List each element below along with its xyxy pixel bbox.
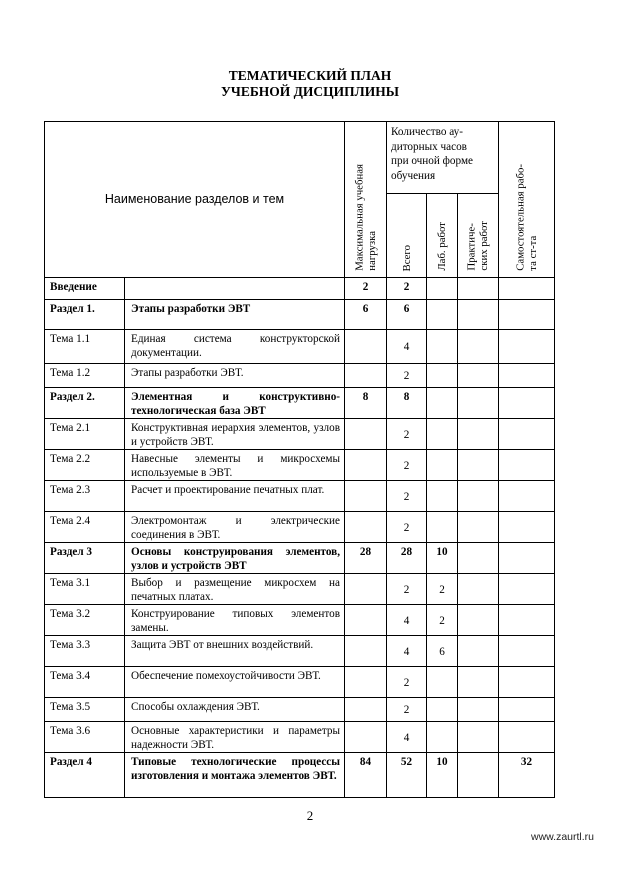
row-self-work [499,330,555,364]
row-practical [458,605,499,636]
row-practical [458,481,499,512]
row-self-work [499,481,555,512]
row-max-load: 6 [345,300,387,330]
row-code: Раздел 1. [45,300,125,330]
row-self-work [499,722,555,753]
row-topic: Обеспечение помехоустойчивости ЭВТ. [125,667,345,698]
row-total: 52 [387,753,427,798]
row-code: Тема 2.3 [45,481,125,512]
row-practical [458,574,499,605]
header-max-load [345,122,387,278]
row-lab [427,364,458,388]
row-self-work [499,636,555,667]
row-total: 2 [387,698,427,722]
row-lab [427,419,458,450]
row-total: 4 [387,330,427,364]
row-lab [427,388,458,419]
row-self-work [499,698,555,722]
row-self-work [499,574,555,605]
row-topic: Этапы разработки ЭВТ. [125,364,345,388]
row-total: 6 [387,300,427,330]
row-lab [427,450,458,481]
table-row [45,722,555,753]
row-max-load: 28 [345,543,387,574]
row-total: 2 [387,450,427,481]
row-max-load [345,419,387,450]
row-practical [458,330,499,364]
row-lab [427,698,458,722]
row-practical [458,667,499,698]
row-practical [458,722,499,753]
row-self-work [499,667,555,698]
row-self-work [499,364,555,388]
row-topic: Конструктивная иерархия элементов, узлов и устройств ЭВТ. [125,419,345,450]
title-line-2: УЧЕБНОЙ ДИСЦИПЛИНЫ [221,84,399,99]
row-practical [458,698,499,722]
row-code: Тема 3.2 [45,605,125,636]
row-practical [458,364,499,388]
header-name-column: Наименование разделов и тем [45,122,345,278]
table-row [45,450,555,481]
row-practical [458,300,499,330]
row-self-work [499,450,555,481]
row-max-load [345,636,387,667]
row-topic: Электромонтаж и электрические соединения в ЭВТ. [125,512,345,543]
row-max-load [345,698,387,722]
header-max-load-label: Максимальная учебная нагрузка [353,164,378,271]
row-code: Тема 1.2 [45,364,125,388]
row-total: 2 [387,667,427,698]
row-lab [427,300,458,330]
row-practical [458,512,499,543]
row-topic: Конструирование типовых элементов замены. [125,605,345,636]
row-total: 2 [387,574,427,605]
thematic-plan-table [44,121,555,798]
row-max-load [345,667,387,698]
header-auditory-hours-label: Количество ау- диторных часов при очной форме обучения [391,126,473,182]
row-practical [458,419,499,450]
row-topic: Выбор и размещение микросхем на печатных платах. [125,574,345,605]
header-auditory-hours [387,122,499,194]
row-max-load [345,450,387,481]
row-self-work [499,543,555,574]
header-lab-label: Лаб. работ [435,222,448,271]
row-self-work [499,388,555,419]
table-row [45,543,555,574]
row-max-load [345,330,387,364]
row-code: Тема 3.1 [45,574,125,605]
row-practical [458,278,499,300]
row-max-load: 2 [345,278,387,300]
table-row [45,605,555,636]
row-lab [427,330,458,364]
row-code: Введение [45,278,125,300]
row-total: 28 [387,543,427,574]
row-topic: Элементная и конструктивно-технологическая база ЭВТ [125,388,345,419]
row-topic: Расчет и проектирование печатных плат. [125,481,345,512]
row-practical [458,388,499,419]
row-total: 2 [387,364,427,388]
row-code: Раздел 2. [45,388,125,419]
row-total: 2 [387,278,427,300]
row-code: Раздел 4 [45,753,125,798]
row-topic: Основы конструирования элементов, узлов и устройств ЭВТ [125,543,345,574]
row-self-work [499,300,555,330]
row-code: Тема 2.2 [45,450,125,481]
header-lab [427,194,458,278]
row-lab: 2 [427,605,458,636]
row-lab [427,722,458,753]
row-max-load [345,722,387,753]
row-topic: Этапы разработки ЭВТ [125,300,345,330]
table-row [45,512,555,543]
header-practical-label: Практиче- ских работ [465,221,491,271]
header-practical [458,194,499,278]
table-row [45,300,555,330]
table-row [45,753,555,798]
row-code: Тема 3.4 [45,667,125,698]
row-code: Тема 3.5 [45,698,125,722]
row-total: 4 [387,722,427,753]
row-lab [427,278,458,300]
row-total: 2 [387,419,427,450]
row-code: Тема 2.4 [45,512,125,543]
row-code: Тема 1.1 [45,330,125,364]
header-total-label: Всего [400,244,413,271]
table-row [45,481,555,512]
table-row [45,364,555,388]
row-lab [427,481,458,512]
row-total: 4 [387,636,427,667]
site-watermark: www.zaurtl.ru [530,831,594,843]
row-self-work [499,512,555,543]
row-code: Тема 2.1 [45,419,125,450]
row-self-work [499,278,555,300]
header-self-work [499,122,555,278]
row-total: 8 [387,388,427,419]
table-row [45,667,555,698]
row-max-load [345,481,387,512]
row-topic: Защита ЭВТ от внешних воздействий. [125,636,345,667]
table-row [45,388,555,419]
row-total: 4 [387,605,427,636]
row-max-load: 8 [345,388,387,419]
row-lab [427,667,458,698]
row-lab: 6 [427,636,458,667]
row-code: Раздел 3 [45,543,125,574]
row-lab [427,512,458,543]
row-practical [458,543,499,574]
row-max-load [345,364,387,388]
row-practical [458,753,499,798]
row-lab: 10 [427,543,458,574]
row-topic: Способы охлаждения ЭВТ. [125,698,345,722]
page-number: 2 [306,808,314,823]
row-self-work [499,605,555,636]
row-topic: Единая система конструкторской документации. [125,330,345,364]
table-row [45,278,555,300]
table-row [45,330,555,364]
table-row [45,419,555,450]
row-total: 2 [387,512,427,543]
row-max-load [345,512,387,543]
row-code: Тема 3.6 [45,722,125,753]
row-lab: 10 [427,753,458,798]
row-total: 2 [387,481,427,512]
row-max-load [345,574,387,605]
document-title [0,68,620,100]
table-row [45,698,555,722]
row-max-load: 84 [345,753,387,798]
row-topic: Основные характеристики и параметры надежности ЭВТ. [125,722,345,753]
row-max-load [345,605,387,636]
row-lab: 2 [427,574,458,605]
row-topic: Типовые технологические процессы изготовления и монтажа элементов ЭВТ. [125,753,345,798]
row-practical [458,636,499,667]
header-total [387,194,427,278]
row-practical [458,450,499,481]
row-self-work [499,419,555,450]
header-self-work-label: Самостоятельная рабо- та ст-та [514,164,539,271]
table-row [45,636,555,667]
title-line-1: ТЕМАТИЧЕСКИЙ ПЛАН [228,68,392,83]
row-code: Тема 3.3 [45,636,125,667]
row-topic: Навесные элементы и микросхемы используемые в ЭВТ. [125,450,345,481]
table-row [45,574,555,605]
row-topic [125,278,345,300]
row-self-work: 32 [499,753,555,798]
